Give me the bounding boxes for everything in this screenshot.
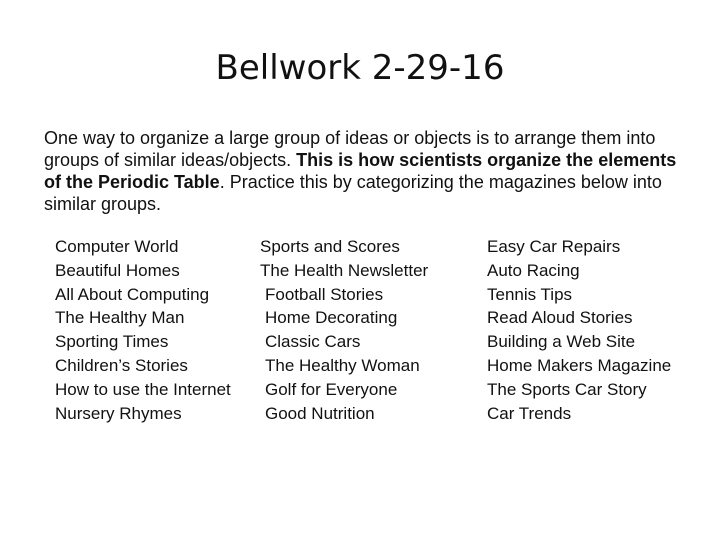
magazine-item: Building a Web Site	[487, 332, 636, 352]
magazine-item: The Healthy Woman	[265, 355, 420, 375]
magazine-item: How to use the Internet	[55, 379, 231, 399]
magazine-item: Sports and Scores	[260, 237, 400, 256]
magazine-item: Football Stories	[265, 284, 384, 304]
intro-paragraph	[44, 127, 684, 215]
magazine-column-3	[487, 235, 671, 425]
magazine-item: Easy Car Repairs	[487, 237, 621, 256]
magazine-item: Car Trends	[487, 403, 572, 423]
intro-text-bold: This is how scientists organize the elements of the Periodic Table	[44, 150, 677, 192]
intro-text-part1: One way to organize a large group of ideas or objects is to arrange them into groups of similar ideas/objects.	[44, 128, 656, 170]
slide-title: Bellwork 2-29-16	[215, 48, 505, 88]
magazine-item: The Healthy Man	[55, 308, 185, 328]
magazine-item: All About Computing	[55, 284, 210, 304]
magazine-column-2	[260, 235, 428, 425]
magazine-item: Sporting Times	[55, 332, 169, 352]
magazine-item: Home Decorating	[265, 308, 398, 328]
magazine-item: Good Nutrition	[265, 403, 375, 423]
magazine-item: Nursery Rhymes	[55, 403, 182, 423]
magazine-item: The Sports Car Story	[487, 379, 647, 399]
intro-text-part2: . Practice this by categorizing the magazines below into similar groups.	[44, 172, 662, 214]
magazine-item: Tennis Tips	[487, 284, 573, 304]
magazine-item: Computer World	[55, 237, 179, 256]
magazine-item: Home Makers Magazine	[487, 355, 672, 375]
magazine-item: The Health Newsletter	[260, 260, 429, 280]
magazine-item: Beautiful Homes	[55, 260, 180, 280]
magazine-item: Golf for Everyone	[265, 379, 398, 399]
magazine-item: Children’s Stories	[55, 355, 188, 375]
magazine-item: Classic Cars	[265, 332, 361, 352]
magazine-item: Read Aloud Stories	[487, 308, 633, 328]
magazine-item: Auto Racing	[487, 260, 580, 280]
magazine-column-1	[55, 235, 231, 425]
